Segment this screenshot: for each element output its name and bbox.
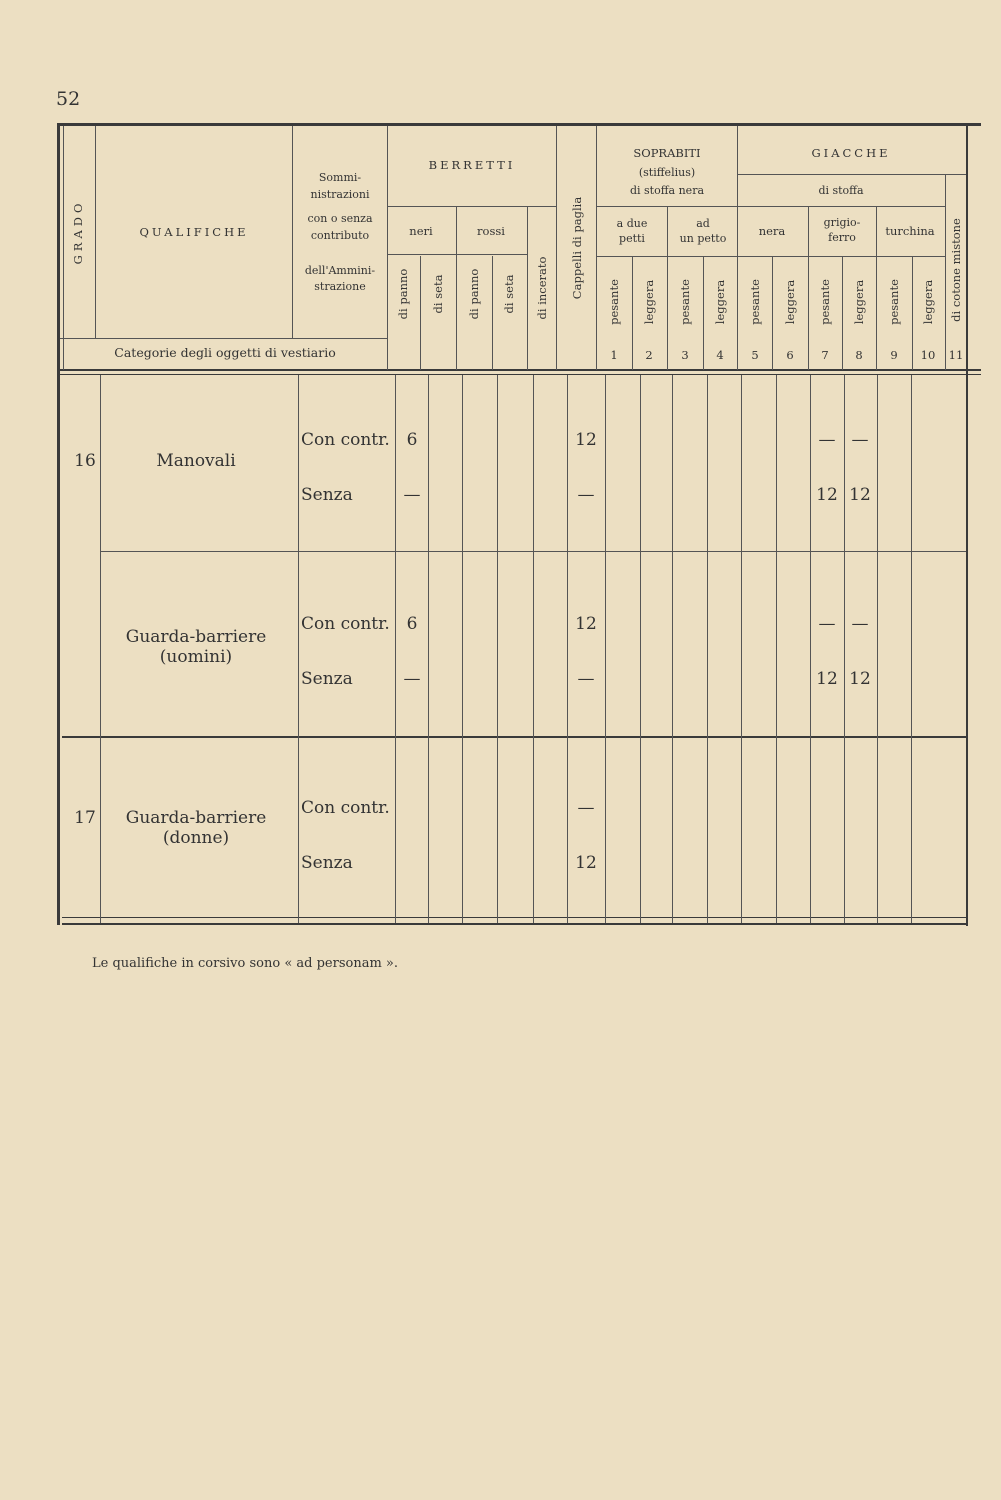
category-number-2: 2 xyxy=(645,348,653,362)
cell-con-cappelli: — xyxy=(577,798,595,818)
header-sop-leggera-1: leggera xyxy=(642,279,656,325)
cell-senza-g7: 12 xyxy=(816,669,838,689)
header-due-petti-1: a due xyxy=(616,217,648,230)
header-berretti-rossi: rossi xyxy=(477,224,505,238)
cell-con-g7: — xyxy=(818,614,836,634)
category-number-10: 10 xyxy=(920,348,936,362)
cell-senza-g8: 12 xyxy=(849,669,871,689)
header-rossi-seta: di seta xyxy=(502,274,516,314)
header-rossi-panno: di panno xyxy=(467,268,481,320)
category-number-3: 3 xyxy=(681,348,689,362)
row-senza-label: Senza xyxy=(301,485,353,505)
header-somministrazioni-4: contributo xyxy=(310,229,370,242)
header-gia-pesante-2: pesante xyxy=(818,279,832,325)
row-senza-label: Senza xyxy=(301,669,353,689)
cell-con-g8: — xyxy=(851,614,869,634)
cell-senza-cappelli: — xyxy=(577,485,595,505)
row-grado: 17 xyxy=(74,808,96,828)
header-gia-pesante-3: pesante xyxy=(887,279,901,325)
category-number-8: 8 xyxy=(855,348,863,362)
header-somministrazioni-5: dell'Ammini- xyxy=(304,264,376,277)
cell-con-g8: — xyxy=(851,430,869,450)
category-number-7: 7 xyxy=(821,348,829,362)
header-un-petto-1: ad xyxy=(696,217,710,230)
cell-senza-cappelli: — xyxy=(577,669,595,689)
cell-senza-g8: 12 xyxy=(849,485,871,505)
row-senza-label: Senza xyxy=(301,853,353,873)
row-con-label: Con contr. xyxy=(301,614,390,634)
header-di-stoffa: di stoffa xyxy=(818,184,864,197)
header-sop-pesante-2: pesante xyxy=(678,279,692,325)
category-number-1: 1 xyxy=(610,348,618,362)
header-incerato: di incerato xyxy=(535,256,549,320)
header-grigio-2: ferro xyxy=(828,231,856,244)
header-sop-pesante-1: pesante xyxy=(607,279,621,325)
row-qualifica-1: Guarda-barriere xyxy=(125,627,267,647)
row-con-label: Con contr. xyxy=(301,798,390,818)
header-grigio-1: grigio- xyxy=(823,216,861,229)
page-number: 52 xyxy=(56,88,81,110)
header-qualifiche: QUALIFICHE xyxy=(139,225,249,239)
category-number-6: 6 xyxy=(786,348,794,362)
cell-senza-panno: — xyxy=(403,485,421,505)
category-number-11: 11 xyxy=(948,348,964,362)
cell-con-panno: 6 xyxy=(406,614,418,634)
header-gia-pesante-1: pesante xyxy=(748,279,762,325)
header-somministrazioni-6: strazione xyxy=(314,280,366,293)
cell-senza-cappelli: 12 xyxy=(575,853,597,873)
header-somministrazioni-2: nistrazioni xyxy=(310,188,370,201)
cell-con-g7: — xyxy=(818,430,836,450)
header-giacche: GIACCHE xyxy=(811,146,891,160)
header-cotone-mistone: di cotone mistone xyxy=(949,218,963,322)
header-neri-seta: di seta xyxy=(431,274,445,314)
row-con-label: Con contr. xyxy=(301,430,390,450)
header-somministrazioni-1: Sommi- xyxy=(318,171,362,184)
cell-senza-g7: 12 xyxy=(816,485,838,505)
row-qualifica: Manovali xyxy=(156,451,236,471)
header-gia-leggera-1: leggera xyxy=(783,279,797,325)
header-soprabiti: SOPRABITI xyxy=(633,146,701,160)
category-number-9: 9 xyxy=(890,348,898,362)
row-grado: 16 xyxy=(74,451,96,471)
header-neri-panno: di panno xyxy=(396,268,410,320)
header-grado: GRADO xyxy=(71,199,85,265)
cell-con-cappelli: 12 xyxy=(575,430,597,450)
row-qualifica-2: (uomini) xyxy=(159,647,233,667)
header-nera: nera xyxy=(758,224,786,238)
header-due-petti-2: petti xyxy=(619,232,645,245)
header-gia-leggera-3: leggera xyxy=(921,279,935,325)
header-sop-leggera-2: leggera xyxy=(713,279,727,325)
header-somministrazioni-3: con o senza xyxy=(307,212,373,225)
footnote: Le qualifiche in corsivo sono « ad personam ». xyxy=(92,956,399,971)
header-stiffelius: (stiffelius) xyxy=(638,166,696,179)
header-berretti: BERRETTI xyxy=(428,158,516,172)
category-number-5: 5 xyxy=(751,348,759,362)
category-number-4: 4 xyxy=(716,348,724,362)
header-un-petto-2: un petto xyxy=(679,232,727,245)
header-stoffa-nera: di stoffa nera xyxy=(629,184,705,197)
cell-senza-panno: — xyxy=(403,669,421,689)
cell-con-cappelli: 12 xyxy=(575,614,597,634)
header-turchina: turchina xyxy=(885,224,935,238)
header-gia-leggera-2: leggera xyxy=(852,279,866,325)
header-categorie: Categorie degli oggetti di vestiario xyxy=(114,345,336,360)
row-qualifica-1: Guarda-barriere xyxy=(125,808,267,828)
cell-con-panno: 6 xyxy=(406,430,418,450)
header-berretti-neri: neri xyxy=(409,224,433,238)
row-qualifica-2: (donne) xyxy=(162,828,230,848)
header-cappelli: Cappelli di paglia xyxy=(570,196,584,300)
